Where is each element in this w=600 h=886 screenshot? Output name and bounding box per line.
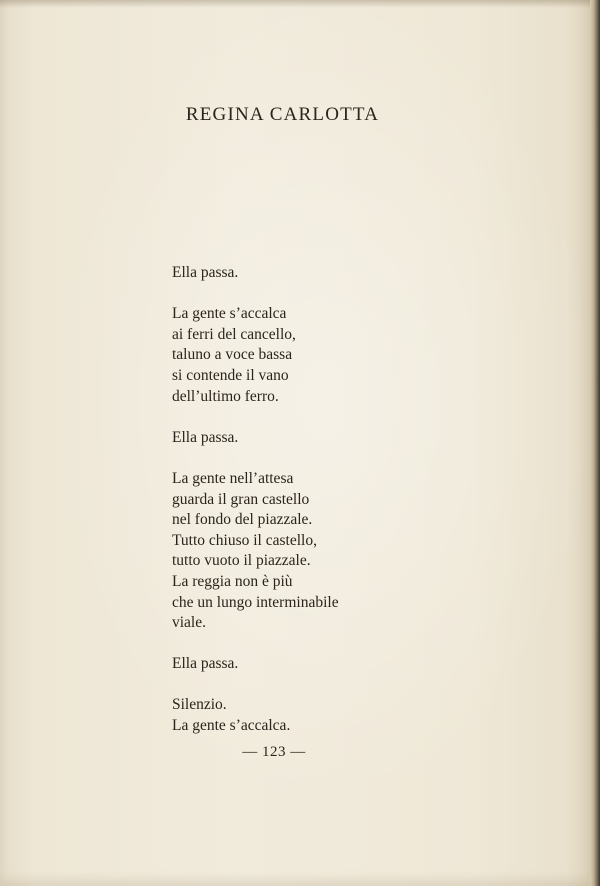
stanza-break	[172, 634, 472, 655]
stanza-break	[172, 284, 472, 305]
stanza	[172, 428, 472, 449]
poem-line: che un lungo interminabile	[172, 593, 339, 611]
poem-line: La reggia non è più	[172, 572, 293, 590]
page-number: — 123 —	[242, 744, 306, 760]
stanza	[172, 263, 472, 284]
poem-line: taluno a voce bassa	[172, 346, 293, 364]
poem-line: La gente s’accalca	[172, 305, 287, 323]
stanza	[172, 304, 472, 407]
poem-line: Tutto chiuso il castello,	[172, 531, 317, 549]
poem-line: Ella passa.	[172, 428, 239, 446]
poem-line: La gente s’accalca.	[172, 717, 291, 735]
poem-line: La gente nell’attesa	[172, 469, 294, 487]
stanza	[172, 469, 472, 634]
poem-line: Ella passa.	[172, 655, 239, 673]
poem-body	[172, 263, 472, 737]
poem-line: guarda il gran castello	[172, 490, 310, 508]
poem-title: REGINA CARLOTTA	[185, 104, 380, 125]
stanza	[172, 695, 472, 736]
poem-line: tutto vuoto il piazzale.	[172, 552, 311, 570]
stanza-break	[172, 675, 472, 696]
poem-line: Ella passa.	[172, 264, 239, 281]
page-edge	[590, 0, 600, 886]
poem-line: Silenzio.	[172, 696, 227, 714]
stanza-break	[172, 407, 472, 428]
stanza-break	[172, 448, 472, 469]
poem-line: viale.	[172, 614, 206, 632]
page-top-shadow	[0, 0, 590, 8]
poem-line: ai ferri del cancello,	[172, 325, 296, 343]
poem-line: si contende il vano	[172, 366, 289, 384]
stanza	[172, 654, 472, 675]
poem-line: dell’ultimo ferro.	[172, 387, 279, 405]
poem-line: nel fondo del piazzale.	[172, 511, 313, 529]
